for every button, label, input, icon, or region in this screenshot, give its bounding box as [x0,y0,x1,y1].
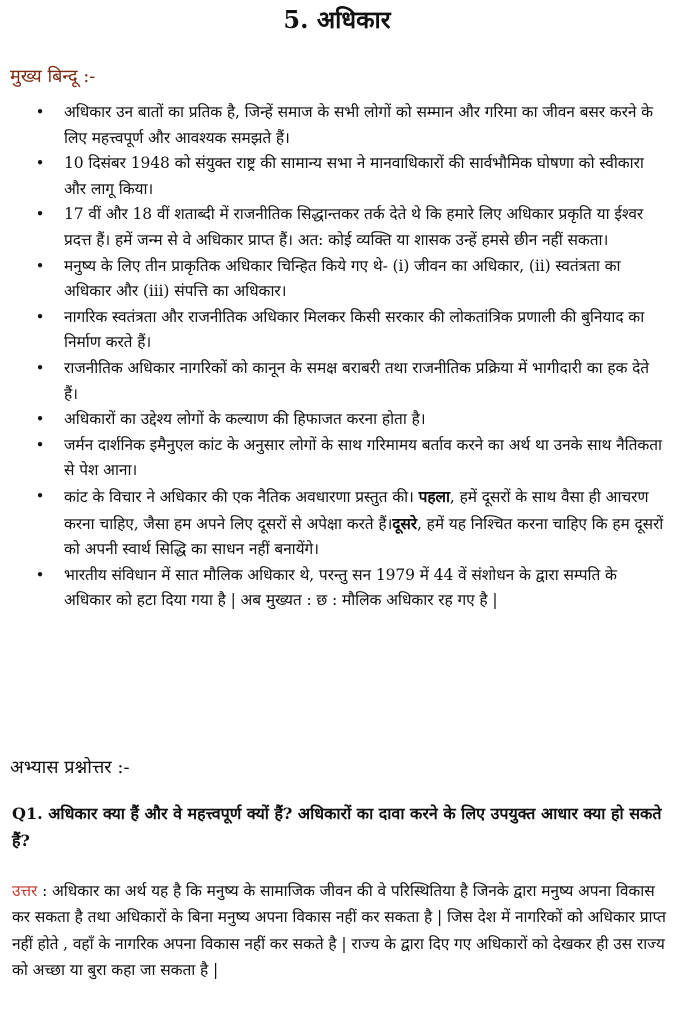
list-item [30,305,666,356]
point-text: राजनीतिक अधिकार नागरिकों को कानून के समक्ष बराबरी तथा राजनीतिक प्रक्रिया में भागीदारी का हक देते हैं। [64,358,649,403]
bullet-icon: • [35,256,45,275]
point-text: , हमें यह निश्चित करना चाहिए कि हम दूसरों को अपनी स्वार्थ सिद्धि का साधन नहीं बनायेंगे। [64,514,664,559]
list-item [30,356,666,407]
point-emphasis-second: दूसरे [392,513,418,533]
point-text: जर्मन दार्शनिक इमैनुएल कांट के अनुसार लोगों के साथ गरिमामय बर्ताव करने का अर्थ था उनके साथ नैतिकता से पेश आना। [64,435,662,480]
list-item [30,100,666,151]
bullet-icon: • [35,486,45,505]
answer-paragraph [12,878,666,984]
point-text: मनुष्य के लिए तीन प्राकृतिक अधिकार चिन्हित किये गए थे- (i) जीवन का अधिकार, (ii) स्वतंत्रता का अधिकार और (iii) संपत्ति का अधिकार। [64,256,621,301]
list-item [30,202,666,253]
point-text: 10 दिसंबर 1948 को संयुक्त राष्ट्र की सामान्य सभा ने मानवाधिकारों की सार्वभौमिक घोषणा को स्वीकारा और लागू किया। [64,154,644,198]
key-points-heading: मुख्य बिन्दू :- [10,66,96,87]
list-item [30,433,666,484]
question-text: Q1. अधिकार क्या हैं और वे महत्त्वपूर्ण क्यों हैं? अधिकारों का दावा करने के लिए उपयुक्त आधार क्या हो सकते हैं? [12,804,662,850]
point-text: कांट के विचार ने अधिकार की एक नैतिक अवधारणा प्रस्तुत की। [64,487,419,506]
list-item [30,563,666,614]
bullet-icon: • [35,154,45,173]
point-text: अधिकारों का उद्देश्य लोगों के कल्याण की हिफाजत करना होता है। [64,410,426,429]
bullet-icon: • [35,307,45,326]
exercise-heading: अभ्यास प्रश्नोत्तर :- [10,757,130,778]
bullet-icon: • [35,358,45,377]
point-text: , हमें दूसरों के साथ वैसा ही आचरण करना चाहिए, जैसा हम अपने लिए दूसरों से अपेक्षा करते हैं। [64,487,649,533]
point-text: 17 वीं और 18 वीं शताब्दी में राजनीतिक सिद्धान्तकर तर्क देते थे कि हमारे लिए अधिकार प्रकृति या ईश्वर प्रदत्त हैं। हमें जन्म से वे अधिकार प्राप्त हैं। अत: कोई व्यक्ति या शासक उन्हें हमसे छीन नहीं सकता। [64,205,644,249]
answer-text: : अधिकार का अर्थ यह है कि मनुष्य के सामाजिक जीवन की वे परिस्थितिया है जिनके द्वारा मनुष्य अपना विकास कर सकता है तथा अधिकारों के बिना मनुष्य अपना विकास नहीं कर सकता है | जिस देश में नागरिकों को अधिकार प्राप्त नहीं होते , वहाँ के नागरिक अपना विकास नहीं कर सकते है | राज्य के द्वारा दिए गए अधिकारों को देखकर ही उस राज्य को अच्छा या बुरा कहा जा सकता है | [12,882,666,980]
page-title: 5. अधिकार [283,5,391,34]
list-item [30,484,666,563]
answer-label: उत्तर [12,882,38,900]
list-item [30,151,666,202]
list-item [30,254,666,305]
bullet-icon: • [35,435,45,454]
bullet-icon: • [35,103,45,121]
point-text: भारतीय संविधान में सात मौलिक अधिकार थे, परन्तु सन 1979 में 44 वें संशोधन के द्वारा सम्पति के अधिकार को हटा दिया गया है | अब मुख्यत : छ : मौलिक अधिकार रह गए है | [64,565,617,610]
list-item [30,407,666,433]
bullet-icon: • [35,565,45,584]
key-points-list [30,100,666,614]
bullet-icon: • [35,410,45,429]
bullet-icon: • [35,205,45,224]
point-text: अधिकार उन बातों का प्रतिक है, जिन्हें समाज के सभी लोगों को सम्मान और गरिमा का जीवन बसर करने के लिए महत्त्वपूर्ण और आवश्यक समझते हैं। [64,103,653,147]
point-emphasis-first: पहला [418,486,450,506]
point-text: नागरिक स्वतंत्रता और राजनीतिक अधिकार मिलकर किसी सरकार की लोकतांत्रिक प्रणाली की बुनियाद का निर्माण करते हैं। [64,307,645,352]
